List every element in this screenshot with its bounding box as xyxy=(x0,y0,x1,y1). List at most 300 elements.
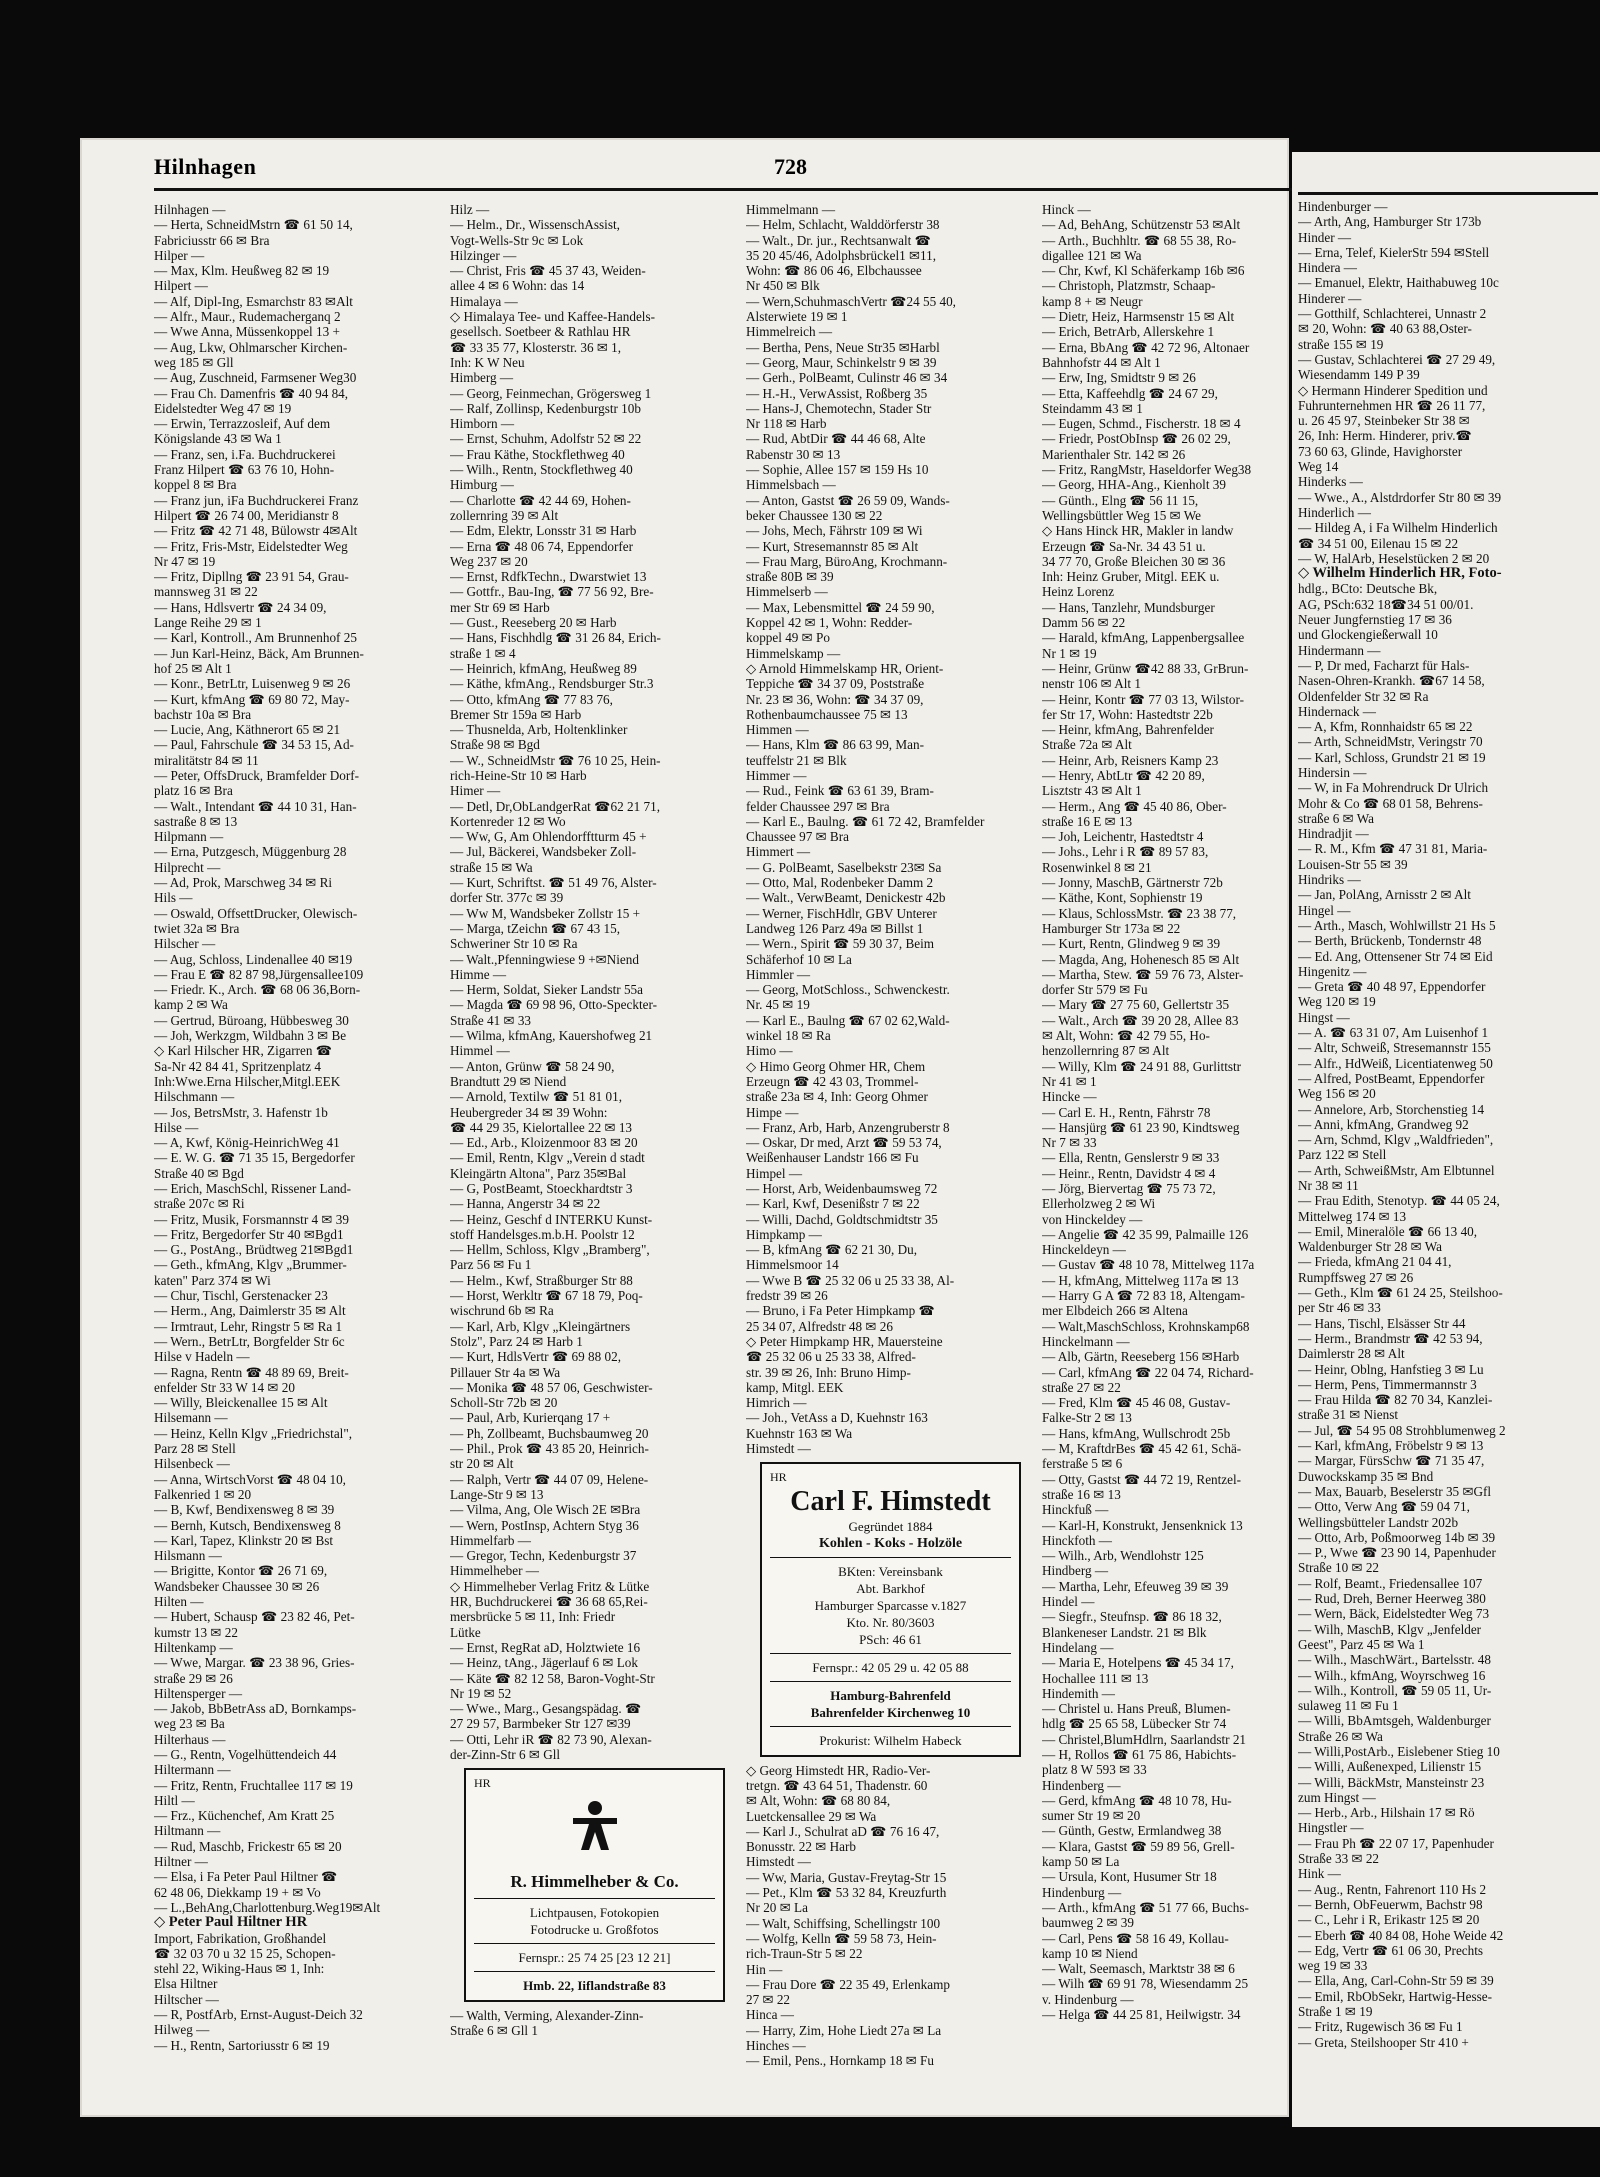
entry-line: — G. PolBeamt, Saselbekstr 23✉ Sa xyxy=(746,859,942,875)
ad-himstedt xyxy=(760,1462,1021,1756)
ad-psch: PSch: 46 61 xyxy=(859,1631,922,1647)
entry-line: — Ernst, RdfkTechn., Dwarstwiet 13 xyxy=(450,569,647,585)
next-page-header-rule xyxy=(1298,192,1598,195)
ad-phone: Fernspr.: 42 05 29 u. 42 05 88 xyxy=(812,1659,969,1675)
entry-line: — Berth, Brückenb, Tondernstr 48 xyxy=(1298,933,1482,949)
entry-line: und Glockengießerwall 10 xyxy=(1298,627,1438,643)
entry-line: — Frz., Küchenchef, Am Kratt 25 xyxy=(154,1808,335,1824)
entry-line: — Monika ☎ 48 57 06, Geschwister- xyxy=(450,1379,653,1395)
entry-line: Himer — xyxy=(450,783,501,799)
ad-trade: Kohlen - Koks - Holzöle xyxy=(818,1535,963,1551)
entry-line: Hingstler — xyxy=(1298,1820,1364,1836)
entry-line: — Alf, Dipl-Ing, Esmarchstr 83 ✉Alt xyxy=(154,293,353,309)
entry-line: — Anna, WirtschVorst ☎ 48 04 10, xyxy=(154,1471,346,1487)
entry-line: — Kurt, Rentn, Glindweg 9 ✉ 39 xyxy=(1042,936,1221,952)
entry-line: — Carl E. H., Rentn, Fährstr 78 xyxy=(1042,1104,1211,1120)
entry-line: — Emanuel, Elektr, Haithabuweg 10c xyxy=(1298,275,1499,291)
entry-line: — Oswald, OffsettDrucker, Olewisch- xyxy=(154,905,358,921)
entry-line: — Walt,MaschSchloss, Krohnskamp68 xyxy=(1042,1318,1250,1334)
entry-line: bachstr 10a ✉ Bra xyxy=(154,706,252,722)
entry-line: — Eugen, Schmd., Fischerstr. 18 ✉ 4 xyxy=(1042,416,1241,432)
entry-line: Eidelstedter Weg 47 ✉ 19 xyxy=(154,400,292,416)
entry-line: Brandtutt 29 ✉ Niend xyxy=(450,1073,567,1089)
entry-line: weg 185 ✉ Gll xyxy=(154,354,234,370)
entry-line: baumweg 2 ✉ 39 xyxy=(1042,1915,1134,1931)
entry-line: Louisen-Str 55 ✉ 39 xyxy=(1298,856,1408,872)
entry-line: — Greta, Steilshooper Str 410 + xyxy=(1298,2034,1469,2050)
entry-line: Nr. 45 ✉ 19 xyxy=(746,997,810,1013)
entry-line: — Arth., Buchhltr. ☎ 68 55 38, Ro- xyxy=(1042,232,1237,248)
entry-line: Hilz — xyxy=(450,202,490,217)
entry-line: — Wilh ☎ 69 91 78, Wiesendamm 25 xyxy=(1042,1976,1249,1992)
entry-line: Himstedt — xyxy=(746,1441,811,1457)
entry-line: straße 80B ✉ 39 xyxy=(746,569,834,585)
entry-line: — Erich, BetrArb, Allerskehre 1 xyxy=(1042,324,1215,340)
entry-line: straße 29 ✉ 26 xyxy=(154,1670,233,1686)
entry-line: Straße 40 ✉ Bgd xyxy=(154,1165,244,1181)
entry-line: ◇ Georg Himstedt HR, Radio-Ver- xyxy=(746,1762,931,1778)
entry-line: — Ella, Ang, Carl-Cohn-Str 59 ✉ 39 xyxy=(1298,1973,1494,1989)
entry-line: — Christel u. Hans Preuß, Blumen- xyxy=(1042,1701,1231,1717)
entry-line: Hingenitz — xyxy=(1298,963,1367,979)
entry-line: Nr 1 ✉ 19 xyxy=(1042,645,1097,661)
entry-line: — Peter, OffsDruck, Bramfelder Dorf- xyxy=(154,767,360,783)
entry-line: — H, Rollos ☎ 61 75 86, Habichts- xyxy=(1042,1746,1237,1762)
entry-line: — Edm, Elektr, Lonsstr 31 ✉ Harb xyxy=(450,523,637,539)
entry-line: Hinckfuß — xyxy=(1042,1502,1109,1518)
entry-line: — Wwe B ☎ 25 32 06 u 25 33 38, Al- xyxy=(746,1272,955,1288)
entry-line: — Ed. Ang, Ottensener Str 74 ✉ Eid xyxy=(1298,948,1493,964)
entry-line: straße 27 ✉ 22 xyxy=(1042,1379,1121,1395)
entry-line: Rabenstr 30 ✉ 13 xyxy=(746,446,841,462)
entry-line: Hiltner — xyxy=(154,1854,208,1870)
entry-line: — Kurt, kfmAng ☎ 69 80 72, May- xyxy=(154,691,350,707)
entry-line: — Frau Hilda ☎ 82 70 34, Kanzlei- xyxy=(1298,1392,1493,1408)
entry-line: — Ralf, Zollinsp, Kedenburgstr 10b xyxy=(450,400,641,416)
ad-bank: Kto. Nr. 80/3603 xyxy=(846,1614,935,1630)
entry-line: stehl 22, Wiking-Haus ✉ 1, Inh: xyxy=(154,1961,325,1977)
entry-line: AG, PSch:632 18☎34 51 00/01. xyxy=(1298,596,1474,612)
entry-line: Himmelheber — xyxy=(450,1563,539,1579)
entry-line: — Wilh., Kontroll, ☎ 59 05 11, Ur- xyxy=(1298,1682,1492,1698)
entry-line: Parz 28 ✉ Stell xyxy=(154,1441,236,1457)
entry-line: Alsterwiete 19 ✉ 1 xyxy=(746,309,848,325)
entry-line: — Wern., BetrLtr, Borgfelder Str 6c xyxy=(154,1333,345,1349)
entry-line: — Otto, Arb, Poßmoorweg 14b ✉ 39 xyxy=(1298,1529,1496,1545)
entry-line: — Chur, Tischl, Gerstenacker 23 xyxy=(154,1288,328,1304)
entry-line: rich-Heine-Str 10 ✉ Harb xyxy=(450,767,587,783)
entry-line: — Heinr, Grünw ☎42 88 33, GrBrun- xyxy=(1042,660,1249,676)
entry-line: Landweg 126 Parz 49a ✉ Billst 1 xyxy=(746,920,924,936)
entry-line: — Wilh, MaschB, Klgv „Jenfelder xyxy=(1298,1621,1482,1637)
entry-line: Hinckelmann — xyxy=(1042,1333,1130,1349)
entry-line: sastraße 8 ✉ 13 xyxy=(154,813,238,829)
entry-line: — Christ, Fris ☎ 45 37 43, Weiden- xyxy=(450,263,646,279)
entry-line: — Hans-J, Chemotechn, Stader Str xyxy=(746,400,932,416)
entry-line: — Erna ☎ 48 06 74, Eppendorfer xyxy=(450,538,634,554)
entry-line: — Wwe Anna, Müssenkoppel 13 + xyxy=(154,324,340,340)
ad-prokurist: Prokurist: Wilhelm Habeck xyxy=(819,1732,962,1748)
entry-line: — Herb., Arb., Hilshain 17 ✉ Rö xyxy=(1298,1805,1475,1821)
entry-line: ☎ 32 03 70 u 32 15 25, Schopen- xyxy=(154,1945,336,1961)
entry-line: zollernring 39 ✉ Alt xyxy=(450,507,559,523)
entry-line: Hilse v Hadeln — xyxy=(154,1349,250,1365)
entry-line: Hiltensperger — xyxy=(154,1685,243,1701)
entry-line: — Sophie, Allee 157 ✉ 159 Hs 10 xyxy=(746,462,929,478)
entry-line: — Heinr., Rentn, Davidstr 4 ✉ 4 xyxy=(1042,1165,1216,1181)
entry-line: — Elsa, i Fa Peter Paul Hiltner ☎ xyxy=(154,1869,338,1885)
entry-line: Lange-Str 9 ✉ 13 xyxy=(450,1486,544,1502)
entry-line: — Martha, Stew. ☎ 59 76 73, Alster- xyxy=(1042,966,1244,982)
entry-line: Inh: K W Neu xyxy=(450,354,525,370)
entry-line: Hink — xyxy=(1298,1866,1341,1882)
ad-divider xyxy=(474,1971,715,1972)
entry-line: — Klara, Gastst ☎ 59 89 56, Grell- xyxy=(1042,1838,1235,1854)
ad-founded: Gegründet 1884 xyxy=(848,1518,933,1534)
entry-line: — Oskar, Dr med, Arzt ☎ 59 53 74, xyxy=(746,1135,942,1151)
page-number: 728 xyxy=(774,154,807,179)
entry-line: — Marga, tZeichn ☎ 67 43 15, xyxy=(450,920,621,936)
entry-line: — Karl E., Baulng. ☎ 61 72 42, Bramfelder xyxy=(746,813,985,829)
entry-line: 34 77 70, Große Bleichen 30 ✉ 36 xyxy=(1042,553,1226,569)
entry-line: straße 31 ✉ Nienst xyxy=(1298,1407,1399,1423)
entry-line: — Heinz, Kelln Klgv „Friedrichstal", xyxy=(154,1425,353,1441)
entry-line: — Harald, kfmAng, Lappenbergsallee xyxy=(1042,630,1245,646)
entry-line: — Otto, Mal, Rodenbeker Damm 2 xyxy=(746,875,934,891)
entry-line: Vogt-Wells-Str 9c ✉ Lok xyxy=(450,232,584,248)
entry-line: Hilpmann — xyxy=(154,829,224,845)
entry-line: — Georg, MotSchloss., Schwenckestr. xyxy=(746,982,950,998)
entry-line: — Ww, G, Am Ohlendorfftturm 45 + xyxy=(450,829,647,845)
entry-line: — Gertrud, Büroang, Hübbesweg 30 xyxy=(154,1012,349,1028)
entry-line: — Herm, Soldat, Sieker Landstr 55a xyxy=(450,982,644,998)
entry-line: — Christoph, Platzmstr, Schaap- xyxy=(1042,278,1216,294)
entry-line: — Emil, Pens., Hornkamp 18 ✉ Fu xyxy=(746,2053,934,2069)
entry-line: Hilper — xyxy=(154,247,205,263)
entry-line: Bremer Str 159a ✉ Harb xyxy=(450,706,582,722)
entry-line: — Erna, BbAng ☎ 42 72 96, Altonaer xyxy=(1042,339,1250,355)
entry-line: ◇ Peter Himpkamp HR, Mauersteine xyxy=(746,1333,943,1349)
entry-line: — Hans, Klm ☎ 86 63 99, Man- xyxy=(746,737,924,753)
entry-line: — R, PostfArb, Ernst-August-Deich 32 xyxy=(154,2007,363,2023)
entry-line: Heubergreder 34 ✉ 39 Wohn: xyxy=(450,1104,608,1120)
entry-line: zum Hingst — xyxy=(1298,1789,1376,1805)
entry-line: Hinderks — xyxy=(1298,474,1363,490)
entry-line: 27 ✉ 22 xyxy=(746,1992,791,2008)
entry-line: — A. ☎ 63 31 07, Am Luisenhof 1 xyxy=(1298,1025,1489,1041)
entry-line: Himmert — xyxy=(746,844,811,860)
entry-line: — Gustav, Schlachterei ☎ 27 29 49, xyxy=(1298,351,1496,367)
ad-himmelheber xyxy=(464,1768,725,2002)
entry-line: kamp, Mitgl. EEK xyxy=(746,1379,844,1395)
entry-line: stoff Handelsges.m.b.H. Poolstr 12 xyxy=(450,1226,635,1242)
ad-line: Fotodrucke u. Großfotos xyxy=(530,1921,659,1937)
entry-line: u. 26 45 97, Steinbeker Str 38 ✉ xyxy=(1298,413,1470,429)
entry-line: Hinches — xyxy=(746,2037,806,2053)
entry-line: — Frau Edith, Stenotyp. ☎ 44 05 24, xyxy=(1298,1193,1500,1209)
entry-line: — Ad, BehAng, Schützenstr 53 ✉Alt xyxy=(1042,217,1241,233)
entry-line: Himmer — xyxy=(746,767,807,783)
entry-line: — Emil, Mineralöle ☎ 66 13 40, xyxy=(1298,1223,1478,1239)
entry-line: Heinz Lorenz xyxy=(1042,584,1115,600)
ad-divider xyxy=(770,1726,1011,1727)
column-1 xyxy=(154,202,439,2102)
entry-line: — Detl, Dr,ObLandgerRat ☎62 21 71, xyxy=(450,798,661,814)
entry-line: — Werner, FischHdlr, GBV Unterer xyxy=(746,905,937,921)
entry-line: — Max, Bauarb, Beselerstr 35 ✉Gfl xyxy=(1298,1483,1492,1499)
entry-line: — H, kfmAng, Mittelweg 117a ✉ 13 xyxy=(1042,1272,1239,1288)
entry-line: kamp 10 ✉ Niend xyxy=(1042,1945,1138,1961)
column-3 xyxy=(746,202,1031,2102)
entry-line: — Ernst, Schuhm, Adolfstr 52 ✉ 22 xyxy=(450,431,642,447)
entry-line: — Karl, Kontroll., Am Brunnenhof 25 xyxy=(154,630,357,646)
entry-line: Nr 41 ✉ 1 xyxy=(1042,1073,1097,1089)
entry-line: ☎ 44 29 35, Kielortallee 22 ✉ 13 xyxy=(450,1119,633,1135)
entry-line: — Heinrich, kfmAng, Heußweg 89 xyxy=(450,660,637,676)
entry-line: — Eberh ☎ 40 84 08, Hohe Weide 42 xyxy=(1298,1927,1504,1943)
entry-line: — Helm., Dr., WissenschAssist, xyxy=(450,217,620,233)
entry-line: kumstr 13 ✉ 22 xyxy=(154,1624,238,1640)
entry-line: fer Str 17, Wohn: Hastedtstr 22b xyxy=(1042,706,1213,722)
entry-line: — Bruno, i Fa Peter Himpkamp ☎ xyxy=(746,1303,935,1319)
entry-line: — Willi, BbAmtsgeh, Waldenburger xyxy=(1298,1713,1491,1729)
entry-line: — Maria E, Hotelpens ☎ 45 34 17, xyxy=(1042,1655,1234,1671)
entry-line: — G., Rentn, Vogelhüttendeich 44 xyxy=(154,1746,337,1762)
entry-line: wischrund 6b ✉ Ra xyxy=(450,1303,554,1319)
entry-line: 25 34 07, Alfredstr 48 ✉ 26 xyxy=(746,1318,893,1334)
entry-line: Hindberg — xyxy=(1042,1563,1109,1579)
entry-line: straße 1 ✉ 4 xyxy=(450,645,516,661)
entry-line: teuffelstr 21 ✉ Blk xyxy=(746,752,847,768)
entry-line: — Ragna, Rentn ☎ 48 89 69, Breit- xyxy=(154,1364,349,1380)
entry-line: ◇ Himmelheber Verlag Fritz & Lütke xyxy=(450,1578,650,1594)
entry-line: Weißenhauser Landstr 166 ✉ Fu xyxy=(746,1150,919,1166)
entry-line: — Johs., Lehr i R ☎ 89 57 83, xyxy=(1042,844,1209,860)
entry-line: — Aug, Schloss, Lindenallee 40 ✉19 xyxy=(154,951,353,967)
entry-line: Waldenburger Str 28 ✉ Wa xyxy=(1298,1239,1442,1255)
entry-line: Schäferhof 10 ✉ La xyxy=(746,951,852,967)
entry-line: 26, Inh: Herm. Hinderer, priv.☎ xyxy=(1298,428,1472,444)
entry-line: — H.-H., VerwAssist, Roßberg 35 xyxy=(746,385,928,401)
entry-line: — Thusnelda, Arb, Holtenklinker xyxy=(450,722,628,738)
entry-line: Mittelweg 174 ✉ 13 xyxy=(1298,1208,1407,1224)
entry-line: — Gust., Reeseberg 20 ✉ Harb xyxy=(450,615,617,631)
entry-line: Hindera — xyxy=(1298,260,1357,276)
entry-line: — Emil, RbObSekr, Hartwig-Hesse- xyxy=(1298,1988,1492,2004)
entry-line: — Carl, kfmAng ☎ 22 04 74, Richard- xyxy=(1042,1364,1254,1380)
ad-divider xyxy=(474,1898,715,1899)
entry-line: — Angelie ☎ 42 35 99, Palmaille 126 xyxy=(1042,1226,1249,1242)
entry-line: — Geth., kfmAng, Klgv „Brummer- xyxy=(154,1257,347,1273)
entry-line: Hilschmann — xyxy=(154,1089,235,1105)
entry-line: Schweriner Str 10 ✉ Ra xyxy=(450,936,578,952)
entry-line: Rothenbaumchaussee 75 ✉ 13 xyxy=(746,706,908,722)
entry-line: Nr 450 ✉ Blk xyxy=(746,278,820,294)
entry-line: Himmelserb — xyxy=(746,584,828,600)
entry-line: — Günth., Elng ☎ 56 11 15, xyxy=(1042,492,1199,508)
entry-line: straße 6 ✉ Wa xyxy=(1298,810,1375,826)
entry-line: Hinderlich — xyxy=(1298,504,1371,520)
entry-line: Fabriciusstr 66 ✉ Bra xyxy=(154,232,270,248)
entry-line: — Mary ☎ 27 75 60, Gellertstr 35 xyxy=(1042,997,1230,1013)
entry-line: Nr 38 ✉ 11 xyxy=(1298,1178,1359,1193)
entry-line: — Kurt, Stresemannstr 85 ✉ Alt xyxy=(746,538,919,554)
entry-line: — Karl-H, Konstrukt, Jensenknick 13 xyxy=(1042,1517,1243,1533)
entry-line: — Wilh., kfmAng, Woyrschweg 16 xyxy=(1298,1667,1486,1683)
entry-line: — Magda, Ang, Hohenesch 85 ✉ Alt xyxy=(1042,951,1240,967)
entry-line: Weg 237 ✉ 20 xyxy=(450,553,528,569)
entry-line: — Heinr, Kontr ☎ 77 03 13, Wilstor- xyxy=(1042,691,1245,707)
entry-line: Lütke xyxy=(450,1624,481,1640)
entry-line: 27 29 57, Barmbeker Str 127 ✉39 xyxy=(450,1716,631,1732)
entry-line: Wandsbeker Chaussee 30 ✉ 26 xyxy=(154,1578,320,1594)
entry-line: Import, Fabrikation, Großhandel xyxy=(154,1930,327,1946)
entry-line: — Walth, Verming, Alexander-Zinn- xyxy=(450,2007,644,2023)
entry-line: — Phil., Prok ☎ 43 85 20, Heinrich- xyxy=(450,1441,649,1457)
entry-line: — A, Kfm, Ronnhaidstr 65 ✉ 22 xyxy=(1298,719,1473,735)
entry-line: Himpe — xyxy=(746,1104,799,1120)
entry-line: 73 60 63, Glinde, Havighorster xyxy=(1298,443,1463,459)
entry-line: — Wilma, kfmAng, Kauershofweg 21 xyxy=(450,1028,653,1044)
entry-line: Kuehnstr 163 ✉ Wa xyxy=(746,1425,853,1441)
entry-line: Parz 56 ✉ Fu 1 xyxy=(450,1257,532,1273)
entry-line: von Hinckeldey — xyxy=(1042,1211,1143,1227)
entry-line: — Erich, MaschSchl, Rissener Land- xyxy=(154,1181,352,1196)
entry-line: Hindradjit — xyxy=(1298,826,1369,842)
entry-line: — Greta ☎ 40 48 97, Eppendorfer xyxy=(1298,979,1486,995)
entry-line: Hinder — xyxy=(1298,229,1352,245)
entry-line: — Arnold, Textilw ☎ 51 81 01, xyxy=(450,1089,623,1105)
entry-line: — Hildeg A, i Fa Wilhelm Hinderlich xyxy=(1298,520,1498,536)
entry-line: hdlg ☎ 25 65 58, Lübecker Str 74 xyxy=(1042,1716,1227,1732)
entry-line: Falke-Str 2 ✉ 13 xyxy=(1042,1410,1132,1426)
entry-line: Hindersin — xyxy=(1298,764,1367,780)
entry-line: Himborn — xyxy=(450,416,515,432)
entry-line: Straße 26 ✉ Wa xyxy=(1298,1728,1383,1744)
entry-line: Duwockskamp 35 ✉ Bnd xyxy=(1298,1468,1434,1484)
entry-line: ✉ Alt, Wohn: ☎ 68 80 84, xyxy=(746,1793,891,1809)
entry-line: — P, Dr med, Facharzt für Hals- xyxy=(1298,657,1470,673)
entry-line: — B, Kwf, Bendixensweg 8 ✉ 39 xyxy=(154,1502,335,1518)
himmelheber-logo-icon xyxy=(565,1798,625,1858)
entry-line: — Heinz, tAng., Jägerlauf 6 ✉ Lok xyxy=(450,1655,638,1671)
entry-line: mer Str 69 ✉ Harb xyxy=(450,599,550,615)
entry-line: — Helga ☎ 44 25 81, Heilwigstr. 34 xyxy=(1042,2007,1241,2023)
entry-line: ◇ Himalaya Tee- und Kaffee-Handels- xyxy=(450,309,655,325)
entry-line: — Wern, Bäck, Eidelstedter Weg 73 xyxy=(1298,1606,1490,1622)
entry-line: Hindenburger — xyxy=(1298,199,1388,214)
entry-line: Hilsmann — xyxy=(154,1548,222,1564)
entry-line: Hilnhagen — xyxy=(154,202,226,217)
entry-line: — Frau E ☎ 82 87 98,Jürgensallee109 xyxy=(154,966,364,982)
entry-line: Hilterhaus — xyxy=(154,1731,226,1747)
entry-line: — Anton, Gastst ☎ 26 59 09, Wands- xyxy=(746,492,950,508)
entry-line: — Wwe., Marg., Gesangspädag. ☎ xyxy=(450,1701,642,1717)
entry-line: — Willi,PostArb., Eislebener Stieg 10 xyxy=(1298,1743,1500,1759)
entry-line: — Erna, Putzgesch, Müggenburg 28 xyxy=(154,844,347,860)
entry-line: twiet 32a ✉ Bra xyxy=(154,920,240,936)
entry-line: Hamburger Str 173a ✉ 22 xyxy=(1042,920,1181,936)
entry-line: Hochallee 111 ✉ 13 xyxy=(1042,1670,1149,1686)
ad-divider xyxy=(474,1943,715,1944)
entry-line: ◇ Wilhelm Hinderlich HR, Foto- xyxy=(1298,566,1502,582)
entry-line: koppel 8 ✉ Bra xyxy=(154,477,237,493)
entry-columns xyxy=(154,202,1334,2102)
entry-line: — Jonny, MaschB, Gärtnerstr 72b xyxy=(1042,875,1223,891)
directory-page xyxy=(82,140,1287,2115)
entry-line: v. Hindenburg — xyxy=(1042,1991,1134,2007)
entry-line: — Konr., BetrLtr, Luisenweg 9 ✉ 26 xyxy=(154,676,351,692)
ad-address: Bahrenfelder Kirchenweg 10 xyxy=(810,1704,971,1720)
entry-line: — Hansjürg ☎ 61 23 90, Kindtsweg xyxy=(1042,1119,1240,1135)
entry-line: — Walt., VerwBeamt, Denickestr 42b xyxy=(746,890,946,906)
entry-line: — Käthe, Kont, Sophienstr 19 xyxy=(1042,890,1203,906)
entry-line: Straße 10 ✉ 22 xyxy=(1298,1560,1380,1576)
entry-line: — Karl, Schloss, Grundstr 21 ✉ 19 xyxy=(1298,749,1486,765)
entry-line: Hindermann — xyxy=(1298,642,1381,658)
entry-line: — Ed., Arb., Kloizenmoor 83 ✉ 20 xyxy=(450,1135,638,1151)
entry-line: — Gottfr., Bau-Ing, ☎ 77 56 92, Bre- xyxy=(450,584,654,600)
entry-line: — Horst, Werkltr ☎ 67 18 79, Poq- xyxy=(450,1288,643,1304)
column-4 xyxy=(1042,202,1327,2102)
entry-line: — Ww, Maria, Gustav-Freytag-Str 15 xyxy=(746,1869,947,1885)
ad-divider xyxy=(770,1557,1011,1558)
entry-line: — Fritz, RangMstr, Haseldorfer Weg38 xyxy=(1042,462,1252,478)
entry-line: Nr 20 ✉ La xyxy=(746,1900,808,1916)
entry-line: ◇ Hans Hinck HR, Makler in landw xyxy=(1042,523,1234,539)
entry-line: — Bertha, Pens, Neue Str35 ✉Harbl xyxy=(746,339,940,355)
entry-line: — Franz, Arb, Harb, Anzengruberstr 8 xyxy=(746,1119,950,1135)
entry-line: Hiltscher — xyxy=(154,1991,219,2007)
entry-line: — Walt., Intendant ☎ 44 10 31, Han- xyxy=(154,798,357,814)
entry-line: Bonusstr. 22 ✉ Harb xyxy=(746,1839,856,1855)
entry-line: — Anni, kfmAng, Grandweg 92 xyxy=(1298,1116,1469,1132)
entry-line: Hils — xyxy=(154,890,193,906)
entry-line: — Wwe, Margar. ☎ 23 38 96, Gries- xyxy=(154,1655,355,1671)
entry-line: 62 48 06, Diekkamp 19 + ✉ Vo xyxy=(154,1884,321,1900)
entry-line: — Arth, SchneidMstr, Veringstr 70 xyxy=(1298,734,1483,750)
entry-line: Fuhrunternehmen HR ☎ 26 11 77, xyxy=(1298,397,1486,413)
entry-line: Oldenfelder Str 32 ✉ Ra xyxy=(1298,688,1429,704)
entry-line: Himstedt — xyxy=(746,1854,811,1870)
entry-line: — Kurt, HdlsVertr ☎ 69 88 02, xyxy=(450,1349,621,1365)
entry-line: miralitätstr 84 ✉ 11 xyxy=(154,752,259,768)
entry-line: — Vilma, Ang, Ole Wisch 2E ✉Bra xyxy=(450,1502,641,1518)
entry-line: — Friedr. K., Arch. ☎ 68 06 36,Born- xyxy=(154,982,361,998)
entry-line: — Gotthilf, Schlachterei, Unnastr 2 xyxy=(1298,306,1487,322)
entry-line: tretgn. ☎ 43 64 51, Thadenstr. 60 xyxy=(746,1777,928,1793)
entry-line: — Fritz, Rugewisch 36 ✉ Fu 1 xyxy=(1298,2019,1463,2035)
entry-line: — Wilh., Rentn, Stockflethweg 40 xyxy=(450,462,633,478)
entry-line: — Johs, Mech, Fährstr 109 ✉ Wi xyxy=(746,523,923,539)
entry-line: — Chr, Kwf, Kl Schäferkamp 16b ✉6 xyxy=(1042,263,1245,279)
entry-line: Hindelang — xyxy=(1042,1639,1114,1655)
page-header xyxy=(154,152,1334,192)
entry-line: — Ella, Rentn, Genslerstr 9 ✉ 33 xyxy=(1042,1150,1220,1166)
entry-line: — Erna, Telef, KielerStr 594 ✉Stell xyxy=(1298,244,1490,260)
entry-line: — Horst, Arb, Weidenbaumsweg 72 xyxy=(746,1181,938,1196)
entry-line: Blankeneser Landstr. 21 ✉ Blk xyxy=(1042,1624,1207,1640)
entry-line: — C., Lehr i R, Erikastr 125 ✉ 20 xyxy=(1298,1912,1480,1928)
entry-line: — Charlotte ☎ 42 44 69, Hohen- xyxy=(450,492,631,508)
entry-line: — Brigitte, Kontor ☎ 26 71 69, xyxy=(154,1563,328,1579)
entry-line: — W, HalArb, Heselstücken 2 ✉ 20 xyxy=(1298,550,1490,566)
entry-line: — Gerd, kfmAng ☎ 48 10 78, Hu- xyxy=(1042,1792,1232,1808)
entry-line: — Herta, SchneidMstrn ☎ 61 50 14, xyxy=(154,217,353,233)
entry-line: — Rud, AbtDir ☎ 44 46 68, Alte xyxy=(746,431,926,447)
entry-line: — Hanna, Angerstr 34 ✉ 22 xyxy=(450,1196,601,1212)
entry-line: Ellerholzweg 2 ✉ Wi xyxy=(1042,1196,1156,1212)
